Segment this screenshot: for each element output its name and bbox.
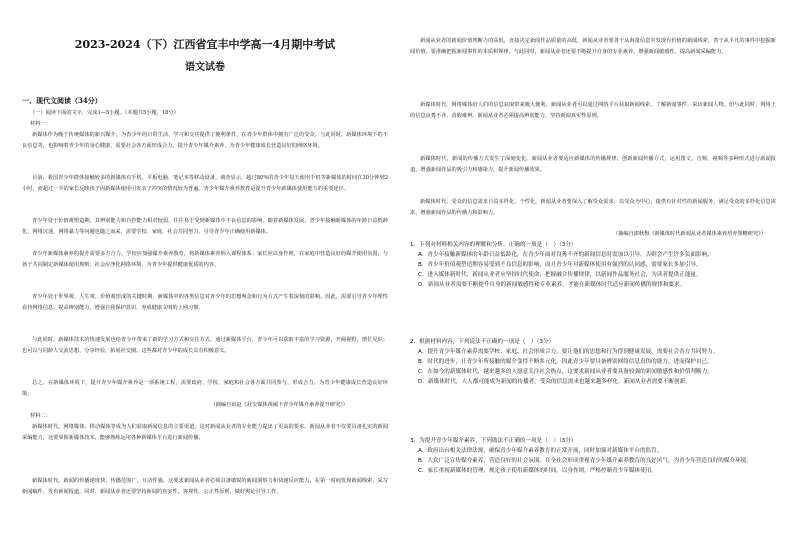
paragraph: 总之，在新媒体环境下，提升青少年媒介素养是一项系统工程，需要政府、学校、家庭和社会各方面共同参与，形成合力，为青少年健康成长营造良好环境。 [22, 380, 388, 397]
question-stem: 3．为提升青少年媒介素养，下列做法不正确的一项是（ ）（3分） [410, 438, 577, 444]
material-label: 材料二： [30, 413, 51, 419]
option-d: D．新闻从业者需要不断提升自身的新闻敏感性和专业素养，才能在新媒体时代适应新闻传播的规律和要求。 [418, 282, 686, 288]
paragraph: 新媒体时代，新闻的传播速度快、传播范围广、互动性强，这要求新闻从业者必须具备敏锐的新闻洞察力和快速反应能力，在第一时间发现新闻线索、采写新闻稿件、发布新闻报道。同时，新闻从业者还要坚持新闻的真实性、客观性、公正性原则，做好舆论引导工作。 [22, 478, 388, 495]
question-1 [410, 240, 776, 290]
exam-title: 2023-2024（下）江西省宜丰中学高一4月期中考试 [74, 38, 336, 51]
exam-subtitle: 语文试卷 [185, 62, 225, 73]
paragraph: 新媒体时代，网络媒体给人们的信息获取带来极大便利，新闻从业者可以通过网络平台获取新闻线索、了解新闻事件、采访新闻人物。但与此同时，网络上的信息良莠不齐、真假难辨，新闻从业者必须提高辨别能力，坚持新闻真实性原则。 [410, 102, 776, 119]
paragraph: 青少年新媒体素养的提升需要多方合力。学校应加强媒介素养教育，将新媒体素养纳入课程体系；家长应以身作则，在家庭中营造良好的媒介使用氛围，与孩子共同制定新媒体使用规则；社会应净化网络环境，为青少年提供健康优质的内容。 [22, 251, 388, 268]
option-c: C．进入媒体新时代，新闻从业者应坚持时代使命，把握融合传播规律，以新闻作品服务社会，为读者提供正能量。 [418, 272, 702, 278]
paragraph: 新媒体作为晚于传统媒体的新兴媒介，为青少年的日常生活、学习和交往提供了便利条件，在青少年群体中拥有广泛的受众。与此同时，新媒体环境下的不良信息等，也影响着青少年的身心健康，需要社会各方面形成合力，提升青少年媒介素养，为青少年健康成长营造良好的网络环境。 [22, 132, 388, 149]
option-c: C．家长重视新媒体的管理，规定孩子使用新媒体的时间，以身作则，严格控制青少年媒体使用。 [418, 468, 657, 474]
option-a: A．提升青少年媒介素养需要学校、家庭、社会形成合力，要让他们的思想和行为得到健康发展，需要社会各方共同努力。 [418, 349, 719, 355]
paragraph: 新媒体时代，新闻的传播方式发生了深刻变化。新闻从业者要适应新媒体的传播规律，创新新闻传播方式，运用图文、音频、视频等多种形式进行新闻报道，增强新闻作品的吸引力和感染力，提升新闻传播效果。 [410, 156, 776, 173]
paragraph: 青少年处于价值观塑造期，其辨别能力和自控能力相对较弱，往往易于受到新媒体中不良信息的影响。随着新媒体发展，青少年接触新媒体的年龄日益低龄化，网络沉迷、网络暴力等问题也随之而来，需要学校、家庭、社会共同努力，引导青少年正确使用新媒体。 [22, 218, 388, 235]
question-3 [410, 436, 776, 476]
paragraph: 青少年处于世界观、人生观、价值观形成的关键时期，新媒体中的各类信息对青少年的思想观念和行为方式产生着深刻的影响。因此，需要引导青少年理性看待网络信息，提高辨别能力，增强自我保护意识，养成健康文明的上网习惯。 [22, 294, 388, 311]
material-label: 材料一： [30, 121, 51, 127]
option-b: B．青少年价值观塑造期容易受到不良信息的影响，而且青少年对新媒体使用有强烈的认同感，需要家长多加引导。 [418, 262, 702, 268]
option-a: A．政府出台相关法律法规，确保青少年媒介素养教育的正常开展，同时加强对新媒体平台的监管。 [418, 448, 663, 454]
source-citation: （摘编自郎秋梅《新媒体时代新闻从业者媒体素养培养策略研究》） [612, 231, 766, 237]
option-c: C．在如今的新媒体时代，越来越多的人愿意关注社会热点，这要求新闻从业者要具备较强的新闻敏感性和价值判断力。 [418, 369, 713, 375]
question-stem: 2．根据材料内容，下列说法不正确的一项是（ ）（3分） [410, 339, 555, 345]
question-2 [410, 337, 776, 387]
paragraph: 新闻从业者的新闻价值判断力的高低，直接决定新闻作品质量的高低。新闻从业者要善于从海量信息中发现有价值的新闻线索，善于从平凡的事件中挖掘新闻价值，要准确把握新闻事件的本质和规律。与此同时，新闻从业者还要不断提升自身的专业素养，增强新闻敏感性，提高新闻采编能力。 [410, 38, 776, 55]
option-d: D．新媒体时代，人人都可能成为新闻的传播者，受众的信息需求也越来越多样化，新闻从业者需要不断创新。 [418, 379, 691, 385]
paragraph: 目前，我国青少年群体接触较多的新媒体有手机、平板电脑、笔记本等移动设备。调查显示，超过80%的青少年每天使用手机等新媒体的时间在30分钟到2小时，而超过一半的家长反映孩子因新媒体使用引发亲子冲突的情况较为普遍。青少年媒介素养教育是提升青少年新媒体使用能力的重要途径。 [22, 175, 388, 192]
paragraph: 新媒体时代，受众的信息需求日益多样化、个性化，新闻从业者要深入了解受众需求，以受众为中心，提供有针对性的新闻服务，满足受众的多样化信息需求，增强新闻作品的传播力和影响力。 [410, 199, 776, 216]
option-b: B．时代的进步，让青少年所接触的媒介变得不断多元化，因此青少年要具备辨别网络信息真伪的能力，进而保护自己。 [418, 359, 713, 365]
paragraph: 新媒体时代，网络媒体、移动媒体等成为人们获取新闻信息的主要渠道，这对新闻从业者的专业能力提出了更高的要求。新闻从业者不仅要具备扎实的新闻采编能力，还要掌握新媒体技术，能够熟练运用各种新媒体平台进行新闻传播。 [22, 424, 388, 441]
section-heading: 一、现代文阅读（34分） [22, 96, 102, 105]
question-stem: 1．下列对材料相关内容的理解和分析，正确的一项是（ ）（3分） [410, 242, 577, 248]
option-b: B．大众广泛宣传媒介素养，营造良好的社会氛围，在全社会形成重视青少年媒介素养教育的良好风气，为青少年营造良好的媒介环境。 [418, 458, 752, 464]
source-citation: （摘编自谊赵《社交媒体视阈下青少年媒介素养提升研究》） [210, 402, 348, 408]
option-a: A．青少年接触新媒体的年龄日益低龄化，在青少年面对良莠不齐的新闻信息时需加以引导，否则会产生许多负面影响。 [418, 252, 713, 258]
part-instruction: （一）阅读下面的文字，完成1—5小题。（本题共5小题，18分） [30, 110, 179, 116]
paragraph: 与此同时，新媒体技术的快速发展也给青少年带来了新的学习方式和交往方式。通过新媒体平台，青少年可以获取丰富的学习资源，开阔视野，增长见识；也可以与同龄人交流思想，分享经验，拓展社交圈。这些都对青少年的成长具有积极意义。 [22, 337, 388, 354]
